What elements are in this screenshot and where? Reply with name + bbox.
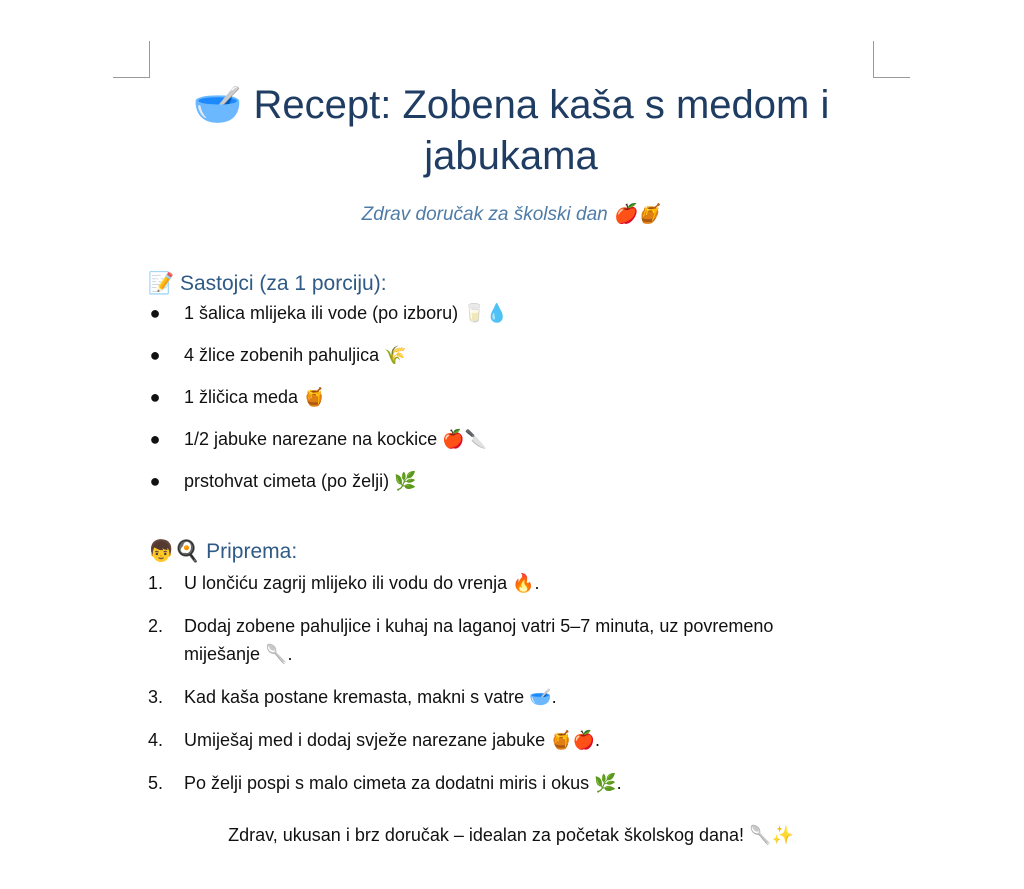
bullet-icon: ●	[149, 471, 161, 491]
list-item	[148, 726, 848, 754]
document-title: 🥣 Recept: Zobena kaša s medom i jabukama	[192, 83, 830, 178]
document-page	[148, 76, 874, 845]
bullet-icon: ●	[149, 345, 161, 365]
bullet-icon: ●	[149, 387, 161, 407]
step-text: Umiješaj med i dodaj svježe narezane jabuke 🍯🍎.	[184, 730, 601, 750]
list-item	[148, 569, 848, 597]
list-item	[148, 683, 848, 711]
ingredients-heading: 📝 Sastojci (za 1 porciju):	[148, 272, 387, 295]
list-item	[148, 301, 874, 343]
step-text: Kad kaša postane kremasta, makni s vatre 🥣.	[184, 687, 557, 707]
ingredient-text: 1 žličica meda 🍯	[184, 387, 326, 407]
list-item	[148, 343, 874, 385]
list-item	[148, 769, 848, 797]
list-item	[148, 612, 848, 668]
document-subtitle: Zdrav doručak za školski dan 🍎🍯	[361, 204, 661, 225]
page-corner-mark-top-right	[873, 41, 910, 78]
ingredient-text: 1/2 jabuke narezane na kockice 🍎🔪	[184, 429, 487, 449]
ingredient-text: prstohvat cimeta (po želji) 🌿	[184, 471, 417, 491]
step-number: 4.	[148, 730, 164, 750]
step-text: U lončiću zagrij mlijeko ili vodu do vrenja 🔥.	[184, 573, 540, 593]
step-text: Po želji pospi s malo cimeta za dodatni miris i okus 🌿.	[184, 773, 622, 793]
page-corner-mark-top-left	[113, 41, 150, 78]
closing-note: Zdrav, ukusan i brz doručak – idealan za početak školskog dana! 🥄✨	[228, 825, 794, 845]
list-item	[148, 385, 874, 427]
step-number: 2.	[148, 616, 164, 636]
list-item	[148, 427, 874, 469]
preparation-heading: 👦🍳 Priprema:	[148, 540, 298, 563]
bullet-icon: ●	[149, 303, 161, 323]
ingredient-text: 4 žlice zobenih pahuljica 🌾	[184, 345, 407, 365]
step-text: Dodaj zobene pahuljice i kuhaj na laganoj vatri 5–7 minuta, uz povremeno miješanje 🥄.	[184, 616, 774, 664]
step-number: 3.	[148, 687, 164, 707]
step-number: 1.	[148, 573, 164, 593]
step-number: 5.	[148, 773, 164, 793]
bullet-icon: ●	[149, 429, 161, 449]
ingredient-text: 1 šalica mlijeka ili vode (po izboru) 🥛💧	[184, 303, 508, 323]
list-item	[148, 469, 874, 511]
ingredients-list	[148, 301, 874, 511]
preparation-steps	[148, 569, 848, 812]
